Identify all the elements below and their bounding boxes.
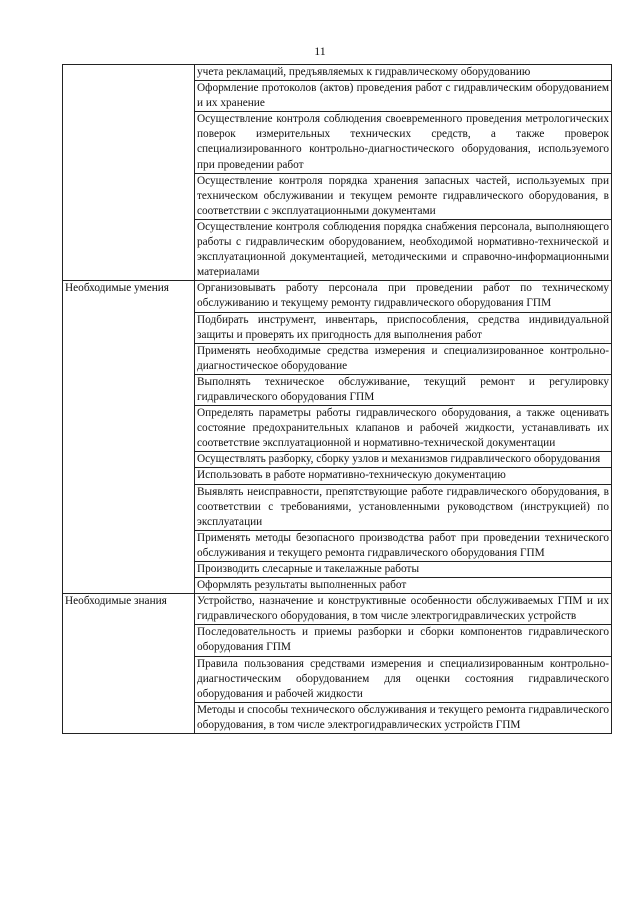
section-label: Необходимые умения bbox=[65, 282, 169, 295]
requirement-item: Осуществление контроля соблюдения своевременного проведения метрологических поверок измерительных технических средств, а также проверок специализированного контрольно-диагностического оборудования, используемого при проведении работ bbox=[195, 112, 612, 173]
section-label-cell bbox=[63, 594, 195, 734]
requirement-item: Использовать в работе нормативно-техническую документацию bbox=[195, 468, 612, 484]
section-label: Необходимые знания bbox=[65, 595, 167, 608]
requirement-item: учета рекламаций, предъявляемых к гидравлическому оборудованию bbox=[195, 65, 612, 81]
requirement-item: Оформление протоколов (актов) проведения работ с гидравлическим оборудованием и их хранение bbox=[195, 81, 612, 112]
page-number: 11 bbox=[314, 44, 326, 58]
requirement-item: Методы и способы технического обслуживания и текущего ремонта гидравлического оборудования, в том числе электрогидравлических устройств ГПМ bbox=[195, 702, 612, 733]
requirement-item: Применять методы безопасного производства работ при проведении технического обслуживания и текущего ремонта гидравлического оборудования ГПМ bbox=[195, 530, 612, 561]
section-label-cell bbox=[63, 281, 195, 594]
table-row bbox=[63, 281, 612, 312]
requirement-item: Осуществление контроля порядка хранения запасных частей, используемых при техническом обслуживании и текущем ремонте гидравлического оборудования, в соответствии с эксплуатационными документами bbox=[195, 173, 612, 219]
requirement-item: Осуществлять разборку, сборку узлов и механизмов гидравлического оборудования bbox=[195, 452, 612, 468]
requirement-item: Производить слесарные и такелажные работы bbox=[195, 562, 612, 578]
requirement-item: Устройство, назначение и конструктивные особенности обслуживаемых ГПМ и их гидравлического оборудования, в том числе электрогидравлических устройств bbox=[195, 594, 612, 625]
requirements-table bbox=[62, 64, 612, 734]
requirement-item: Выполнять техническое обслуживание, текущий ремонт и регулировку гидравлического оборудования ГПМ bbox=[195, 374, 612, 405]
section-label-cell bbox=[63, 65, 195, 281]
requirements-table-body bbox=[63, 65, 612, 734]
requirement-item: Организовывать работу персонала при проведении работ по техническому обслуживанию и текущему ремонту гидравлического оборудования ГПМ bbox=[195, 281, 612, 312]
requirement-item: Применять необходимые средства измерения и специализированное контрольно-диагностическое оборудование bbox=[195, 343, 612, 374]
requirement-item: Выявлять неисправности, препятствующие работе гидравлического оборудования, в соответствии с требованиями, установленными руководством (инструкцией) по эксплуатации bbox=[195, 484, 612, 530]
requirement-item: Подбирать инструмент, инвентарь, приспособления, средства индивидуальной защиты и проверять их пригодность для выполнения работ bbox=[195, 312, 612, 343]
requirement-item: Правила пользования средствами измерения и специализированным контрольно-диагностическим оборудованием для оценки состояния гидравлического оборудования и рабочей жидкости bbox=[195, 656, 612, 702]
requirement-item: Оформлять результаты выполненных работ bbox=[195, 578, 612, 594]
requirement-item: Определять параметры работы гидравлического оборудования, а также оценивать состояние предохранительных клапанов и рабочей жидкости, устанавливать их соответствие эксплуатационной и нормативно-технической документации bbox=[195, 406, 612, 452]
requirement-item: Последовательность и приемы разборки и сборки компонентов гидравлического оборудования ГПМ bbox=[195, 625, 612, 656]
table-row bbox=[63, 594, 612, 625]
table-row bbox=[63, 65, 612, 81]
requirement-item: Осуществление контроля соблюдения порядка снабжения персонала, выполняющего работы с гидравлическим оборудованием, необходимой нормативно-технической и эксплуатационной документацией, методическими и справочно-информационными материалами bbox=[195, 219, 612, 280]
